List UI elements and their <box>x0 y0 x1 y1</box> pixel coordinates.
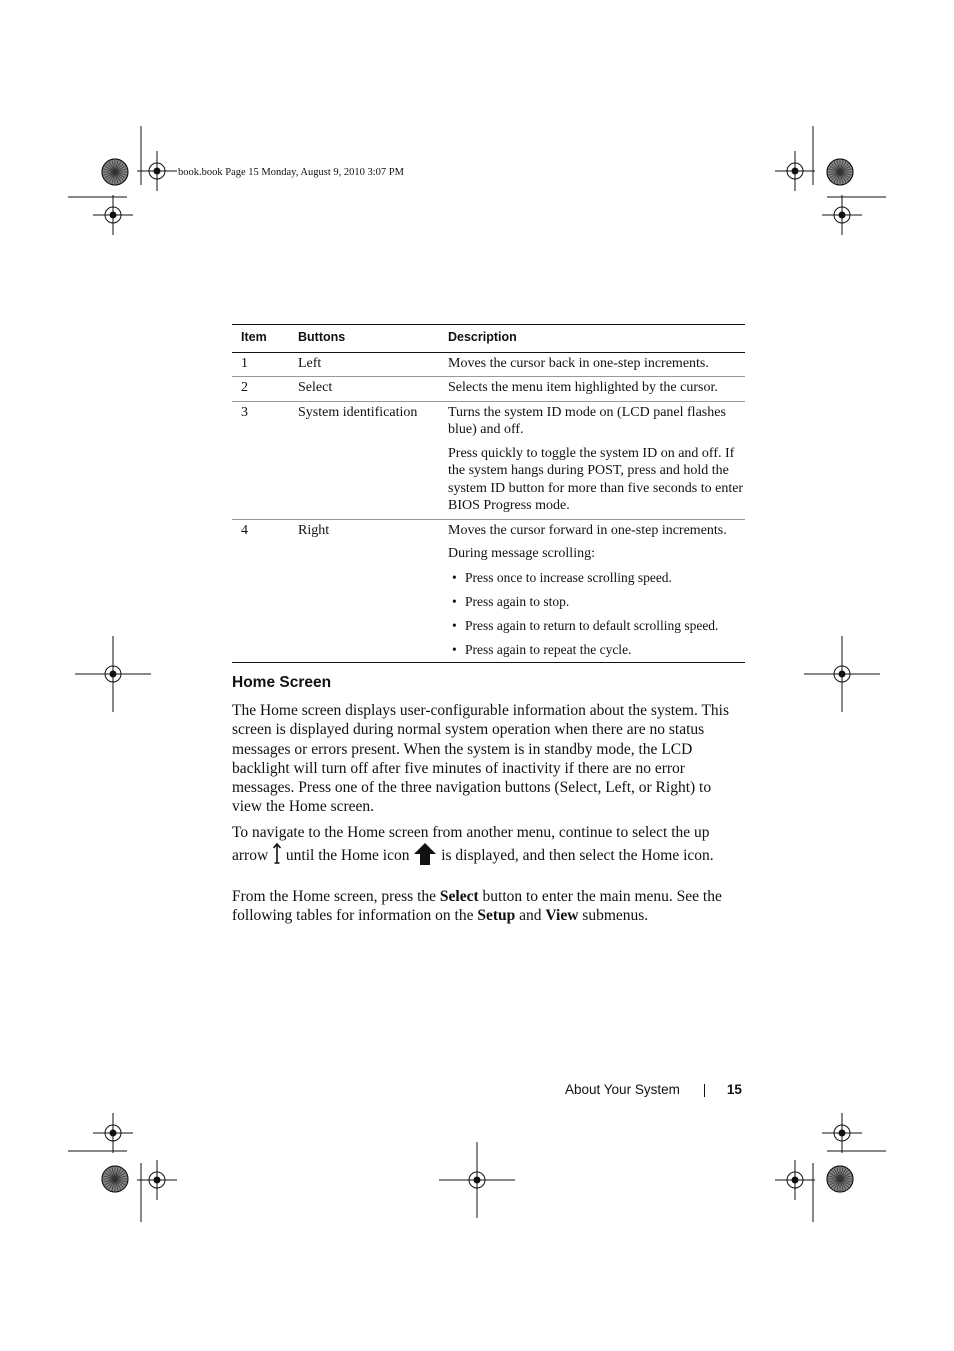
row-item: 3 <box>232 401 298 519</box>
bullet-text: Press once to increase scrolling speed. <box>465 569 672 585</box>
footer-section: About Your System <box>565 1082 680 1097</box>
bullet-icon: • <box>452 617 457 633</box>
select-paragraph <box>232 887 744 926</box>
bullet-item <box>448 641 745 659</box>
home-screen-paragraph: The Home screen displays user-configurable information about the system. This screen is displayed during normal system operation when there are no status messages or errors present. When the system is in standby mode, the LCD backlight will turn off after five minutes of inactivity if there are no error messages. Press one of the three navigation buttons (Select, Left, or Right) to view the Home screen. <box>232 702 729 816</box>
row-item: 4 <box>232 519 298 663</box>
select-text-2: button to enter the main menu. See the following tables for information on the <box>232 888 722 925</box>
description-text: Selects the menu item highlighted by the cursor. <box>448 380 718 395</box>
select-text-1: From the Home screen, press the <box>232 888 440 905</box>
row-description <box>448 352 745 377</box>
registration-dot <box>839 1130 845 1136</box>
description-text: Moves the cursor forward in one-step increments. <box>448 522 727 538</box>
row-item: 1 <box>232 352 298 377</box>
registration-dot <box>110 671 116 677</box>
description-text: Moves the cursor back in one-step increments. <box>448 355 709 371</box>
select-text-4: submenus. <box>578 907 649 925</box>
header-description: Description <box>448 325 745 353</box>
bullet-item <box>448 569 745 587</box>
registration-dot <box>110 212 116 218</box>
table-row <box>232 401 745 519</box>
page-number: 15 <box>726 1082 742 1097</box>
registration-dot <box>474 1177 480 1183</box>
navigate-paragraph <box>232 823 744 872</box>
row-description <box>448 377 745 402</box>
row-description <box>448 519 745 663</box>
row-button: Right <box>298 519 448 663</box>
registration-dot <box>154 1177 160 1183</box>
footer-divider <box>704 1084 705 1097</box>
bullet-icon: • <box>452 593 457 609</box>
up-arrow-icon <box>272 843 282 870</box>
bullet-icon: • <box>452 569 457 585</box>
registration-dot <box>839 671 845 677</box>
row-button: Left <box>298 352 448 377</box>
table-row <box>232 352 745 377</box>
header-buttons: Buttons <box>298 325 448 353</box>
registration-dot <box>839 212 845 218</box>
row-button: Select <box>298 377 448 402</box>
setup-term: Setup <box>477 907 516 925</box>
bullet-text: Press again to return to default scrolling speed. <box>465 617 719 633</box>
navigate-text-1: To navigate to the Home screen from another menu, continue to select the up arrow <box>232 824 710 865</box>
bullet-text: Press again to repeat the cycle. <box>465 641 632 657</box>
description-text: Press quickly to toggle the system ID on and off. If the system hangs during POST, press and hold the system ID button for more than five seconds to enter BIOS Progress mode. <box>448 445 744 513</box>
description-text: Turns the system ID mode on (LCD panel flashes blue) and off. <box>448 404 726 437</box>
registration-dot <box>792 168 798 174</box>
navigate-text-3: is displayed, and then select the Home icon. <box>441 847 714 865</box>
navigate-text-2: until the Home icon <box>285 847 410 865</box>
registration-dot <box>792 1177 798 1183</box>
bullet-item <box>448 593 745 611</box>
row-description <box>448 401 745 519</box>
bullet-list <box>448 569 745 659</box>
description-text: During message scrolling: <box>448 546 595 561</box>
row-item: 2 <box>232 377 298 402</box>
registration-dot <box>110 1130 116 1136</box>
select-term: Select <box>439 888 479 905</box>
bullet-icon: • <box>452 641 457 657</box>
page-footer <box>565 1082 742 1097</box>
view-term: View <box>545 907 579 925</box>
select-text-3: and <box>515 907 546 925</box>
print-header: book.book Page 15 Monday, August 9, 2010 3:07 PM <box>178 167 404 178</box>
registration-dot <box>154 168 160 174</box>
buttons-table <box>232 324 745 663</box>
section-title: Home Screen <box>232 674 332 691</box>
header-item: Item <box>232 325 298 353</box>
bullet-text: Press again to stop. <box>465 593 570 609</box>
table-row <box>232 519 745 663</box>
table-row <box>232 377 745 402</box>
bullet-item <box>448 617 745 635</box>
home-icon <box>413 842 437 871</box>
table-header-row <box>232 325 745 353</box>
row-button: System identification <box>298 401 448 519</box>
